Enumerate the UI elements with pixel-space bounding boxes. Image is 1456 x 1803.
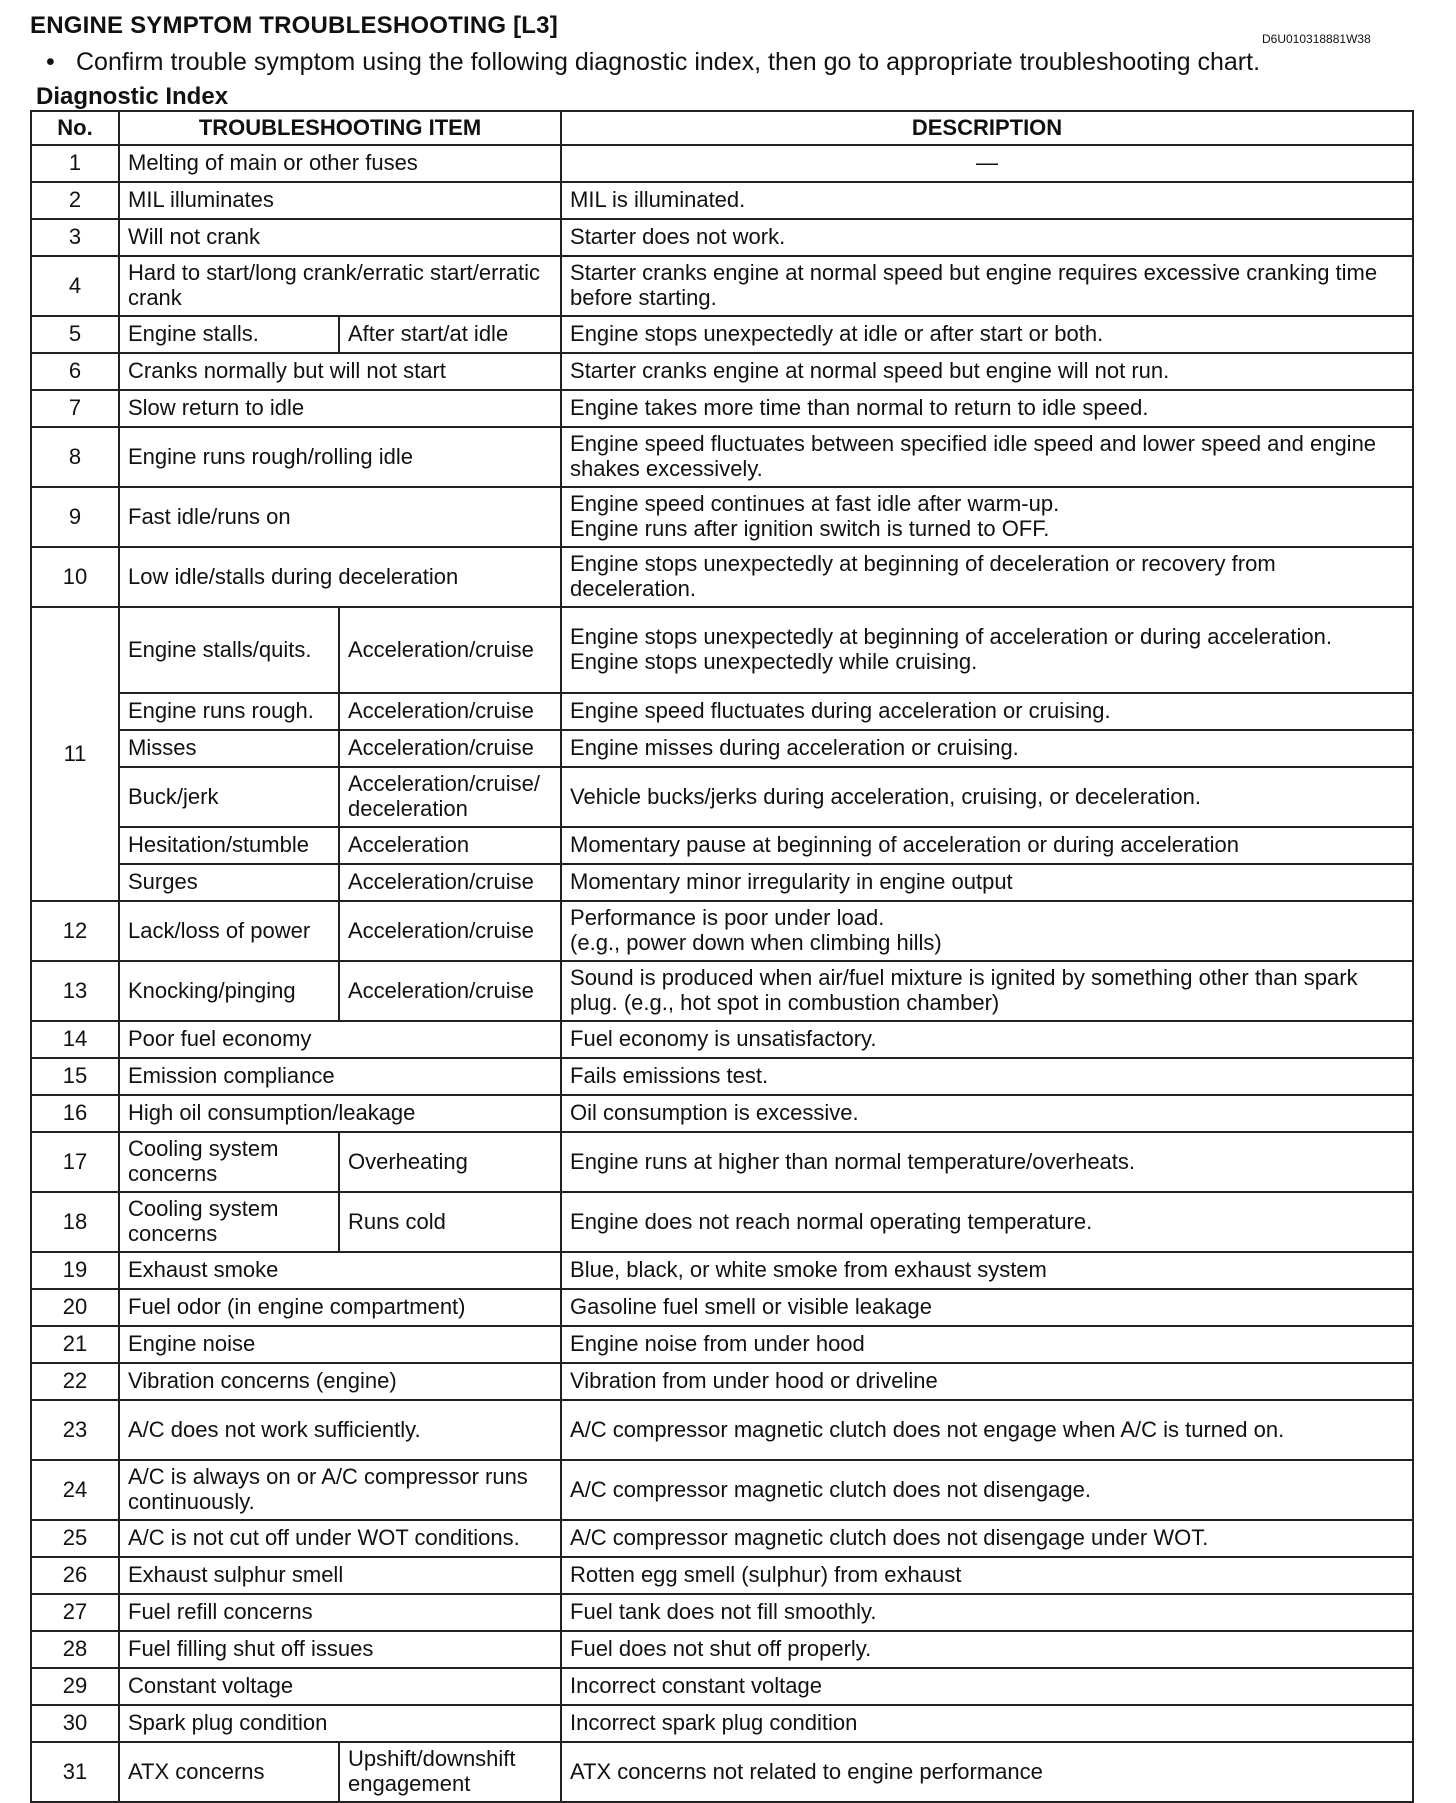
troubleshooting-item: Engine stalls.: [119, 316, 339, 353]
troubleshooting-item: Emission compliance: [119, 1058, 561, 1095]
table-row: [31, 1058, 1413, 1095]
troubleshooting-item: Poor fuel economy: [119, 1021, 561, 1058]
table-row: [31, 1742, 1413, 1802]
description: [561, 487, 1413, 547]
description: Fuel does not shut off properly.: [561, 1631, 1413, 1668]
table-row: [31, 1252, 1413, 1289]
troubleshooting-item: Cooling system concerns: [119, 1132, 339, 1192]
row-number: 4: [31, 256, 119, 316]
table-row: [31, 901, 1413, 961]
row-number: 10: [31, 547, 119, 607]
description-line: Engine stops unexpectedly while cruising.: [570, 649, 978, 674]
description-line: Performance is poor under load.: [570, 905, 885, 931]
description: Starter cranks engine at normal speed but engine will not run.: [561, 353, 1413, 390]
row-number: 6: [31, 353, 119, 390]
bullet-icon: •: [46, 48, 55, 76]
description: Fails emissions test.: [561, 1058, 1413, 1095]
description: Fuel economy is unsatisfactory.: [561, 1021, 1413, 1058]
troubleshooting-condition: Acceleration/cruise: [339, 693, 561, 730]
document-code: D6U010318881W38: [1262, 32, 1371, 46]
description-line: (e.g., power down when climbing hills): [570, 930, 942, 955]
troubleshooting-condition: Acceleration/cruise: [339, 864, 561, 901]
troubleshooting-item: Exhaust smoke: [119, 1252, 561, 1289]
troubleshooting-item: A/C does not work sufficiently.: [119, 1400, 561, 1460]
troubleshooting-item: Slow return to idle: [119, 390, 561, 427]
troubleshooting-item: Hesitation/stumble: [119, 827, 339, 864]
table-row: [31, 219, 1413, 256]
description: Vibration from under hood or driveline: [561, 1363, 1413, 1400]
troubleshooting-condition: Upshift/downshift engagement: [339, 1742, 561, 1802]
description-line: Engine stops unexpectedly at beginning of acceleration or during acceleration.: [570, 624, 1332, 650]
row-number: 31: [31, 1742, 119, 1802]
table-row: [31, 1192, 1413, 1252]
description: Oil consumption is excessive.: [561, 1095, 1413, 1132]
table-row: [31, 1095, 1413, 1132]
troubleshooting-item: Cranks normally but will not start: [119, 353, 561, 390]
description: Starter does not work.: [561, 219, 1413, 256]
table-row: [31, 1289, 1413, 1326]
table-row: [31, 864, 1413, 901]
row-number: 17: [31, 1132, 119, 1192]
description: Gasoline fuel smell or visible leakage: [561, 1289, 1413, 1326]
description: Vehicle bucks/jerks during acceleration, cruising, or deceleration.: [561, 767, 1413, 827]
table-row: [31, 693, 1413, 730]
table-row: [31, 961, 1413, 1021]
table-row: [31, 1400, 1413, 1460]
row-number: 19: [31, 1252, 119, 1289]
description: A/C compressor magnetic clutch does not disengage under WOT.: [561, 1520, 1413, 1557]
table-row: [31, 1705, 1413, 1742]
header-troubleshooting-item: TROUBLESHOOTING ITEM: [119, 111, 561, 145]
description: A/C compressor magnetic clutch does not engage when A/C is turned on.: [561, 1400, 1413, 1460]
troubleshooting-condition: After start/at idle: [339, 316, 561, 353]
troubleshooting-item: A/C is not cut off under WOT conditions.: [119, 1520, 561, 1557]
troubleshooting-item: Knocking/pinging: [119, 961, 339, 1021]
description: [561, 607, 1413, 693]
table-row: [31, 1326, 1413, 1363]
row-number: 1: [31, 145, 119, 182]
troubleshooting-item: Engine stalls/quits.: [119, 607, 339, 693]
table-row: [31, 182, 1413, 219]
troubleshooting-item: Constant voltage: [119, 1668, 561, 1705]
row-number: 21: [31, 1326, 119, 1363]
troubleshooting-condition: Runs cold: [339, 1192, 561, 1252]
table-row: [31, 1021, 1413, 1058]
troubleshooting-item: Engine runs rough.: [119, 693, 339, 730]
description: —: [561, 145, 1413, 182]
description: Engine noise from under hood: [561, 1326, 1413, 1363]
diagnostic-index-table: [30, 110, 1414, 1803]
row-number: 12: [31, 901, 119, 961]
table-row: [31, 1631, 1413, 1668]
description: Rotten egg smell (sulphur) from exhaust: [561, 1557, 1413, 1594]
troubleshooting-condition: Acceleration/cruise: [339, 961, 561, 1021]
row-number: 29: [31, 1668, 119, 1705]
table-row: [31, 1363, 1413, 1400]
row-number: 20: [31, 1289, 119, 1326]
table-row: [31, 767, 1413, 827]
troubleshooting-item: Melting of main or other fuses: [119, 145, 561, 182]
troubleshooting-item: Cooling system concerns: [119, 1192, 339, 1252]
section-title: Diagnostic Index: [36, 83, 229, 110]
description: A/C compressor magnetic clutch does not disengage.: [561, 1460, 1413, 1520]
table-header-row: [31, 111, 1413, 145]
description: Engine runs at higher than normal temperature/overheats.: [561, 1132, 1413, 1192]
table-row: [31, 827, 1413, 864]
row-number: 27: [31, 1594, 119, 1631]
troubleshooting-condition: Overheating: [339, 1132, 561, 1192]
description: Momentary pause at beginning of acceleration or during acceleration: [561, 827, 1413, 864]
table-row: [31, 353, 1413, 390]
table-row: [31, 256, 1413, 316]
table-row: [31, 487, 1413, 547]
troubleshooting-condition: Acceleration/cruise: [339, 901, 561, 961]
troubleshooting-item: Engine noise: [119, 1326, 561, 1363]
row-number: 3: [31, 219, 119, 256]
description: Engine speed fluctuates during acceleration or cruising.: [561, 693, 1413, 730]
row-number: 14: [31, 1021, 119, 1058]
description: Engine stops unexpectedly at beginning of deceleration or recovery from deceleration.: [561, 547, 1413, 607]
table-row: [31, 390, 1413, 427]
row-number: 2: [31, 182, 119, 219]
troubleshooting-item: Misses: [119, 730, 339, 767]
troubleshooting-item: Fuel filling shut off issues: [119, 1631, 561, 1668]
troubleshooting-condition: Acceleration: [339, 827, 561, 864]
table-row: [31, 607, 1413, 693]
row-number: 22: [31, 1363, 119, 1400]
troubleshooting-condition: Acceleration/cruise/ deceleration: [339, 767, 561, 827]
description: Engine does not reach normal operating temperature.: [561, 1192, 1413, 1252]
troubleshooting-item: MIL illuminates: [119, 182, 561, 219]
description: Engine speed fluctuates between specified idle speed and lower speed and engine shakes excessively.: [561, 427, 1413, 487]
header-no: No.: [31, 111, 119, 145]
row-number: 23: [31, 1400, 119, 1460]
instruction-text: Confirm trouble symptom using the following diagnostic index, then go to appropriate troubleshooting chart.: [76, 48, 1261, 76]
troubleshooting-item: Fuel refill concerns: [119, 1594, 561, 1631]
description: Engine takes more time than normal to return to idle speed.: [561, 390, 1413, 427]
page-title: ENGINE SYMPTOM TROUBLESHOOTING [L3]: [30, 12, 558, 39]
troubleshooting-item: Vibration concerns (engine): [119, 1363, 561, 1400]
description: [561, 901, 1413, 961]
description-line: Engine runs after ignition switch is turned to OFF.: [570, 516, 1050, 541]
row-number: 15: [31, 1058, 119, 1095]
description: Incorrect spark plug condition: [561, 1705, 1413, 1742]
troubleshooting-item: A/C is always on or A/C compressor runs continuously.: [119, 1460, 561, 1520]
row-number: 24: [31, 1460, 119, 1520]
row-number: 7: [31, 390, 119, 427]
row-number: 8: [31, 427, 119, 487]
troubleshooting-item: Surges: [119, 864, 339, 901]
description: ATX concerns not related to engine performance: [561, 1742, 1413, 1802]
instruction-line: [46, 48, 1260, 77]
table-row: [31, 1594, 1413, 1631]
description: Starter cranks engine at normal speed but engine requires excessive cranking time before starting.: [561, 256, 1413, 316]
description: Engine stops unexpectedly at idle or after start or both.: [561, 316, 1413, 353]
row-number: 9: [31, 487, 119, 547]
troubleshooting-condition: Acceleration/cruise: [339, 607, 561, 693]
troubleshooting-item: Engine runs rough/rolling idle: [119, 427, 561, 487]
description: Momentary minor irregularity in engine output: [561, 864, 1413, 901]
table-row: [31, 1460, 1413, 1520]
table-row: [31, 145, 1413, 182]
troubleshooting-item: High oil consumption/leakage: [119, 1095, 561, 1132]
row-number: 16: [31, 1095, 119, 1132]
description: Incorrect constant voltage: [561, 1668, 1413, 1705]
description: Engine misses during acceleration or cruising.: [561, 730, 1413, 767]
description: MIL is illuminated.: [561, 182, 1413, 219]
row-number: 11: [31, 607, 119, 901]
row-number: 30: [31, 1705, 119, 1742]
row-number: 26: [31, 1557, 119, 1594]
table-row: [31, 547, 1413, 607]
table-row: [31, 427, 1413, 487]
troubleshooting-item: Buck/jerk: [119, 767, 339, 827]
table-row: [31, 1132, 1413, 1192]
troubleshooting-item: Fuel odor (in engine compartment): [119, 1289, 561, 1326]
table-row: [31, 1557, 1413, 1594]
row-number: 28: [31, 1631, 119, 1668]
row-number: 18: [31, 1192, 119, 1252]
row-number: 25: [31, 1520, 119, 1557]
troubleshooting-condition: Acceleration/cruise: [339, 730, 561, 767]
row-number: 5: [31, 316, 119, 353]
troubleshooting-item: Will not crank: [119, 219, 561, 256]
description: Fuel tank does not fill smoothly.: [561, 1594, 1413, 1631]
description: Sound is produced when air/fuel mixture is ignited by something other than spark plug. (e.g., hot spot in combustion chamber): [561, 961, 1413, 1021]
table-row: [31, 316, 1413, 353]
description-line: Engine speed continues at fast idle after warm-up.: [570, 491, 1060, 517]
troubleshooting-item: Low idle/stalls during deceleration: [119, 547, 561, 607]
table-row: [31, 730, 1413, 767]
table-row: [31, 1520, 1413, 1557]
description: Blue, black, or white smoke from exhaust system: [561, 1252, 1413, 1289]
troubleshooting-item: Fast idle/runs on: [119, 487, 561, 547]
troubleshooting-item: Exhaust sulphur smell: [119, 1557, 561, 1594]
troubleshooting-item: ATX concerns: [119, 1742, 339, 1802]
troubleshooting-item: Spark plug condition: [119, 1705, 561, 1742]
header-description: DESCRIPTION: [561, 111, 1413, 145]
troubleshooting-item: Lack/loss of power: [119, 901, 339, 961]
table-row: [31, 1668, 1413, 1705]
troubleshooting-item: Hard to start/long crank/erratic start/erratic crank: [119, 256, 561, 316]
row-number: 13: [31, 961, 119, 1021]
